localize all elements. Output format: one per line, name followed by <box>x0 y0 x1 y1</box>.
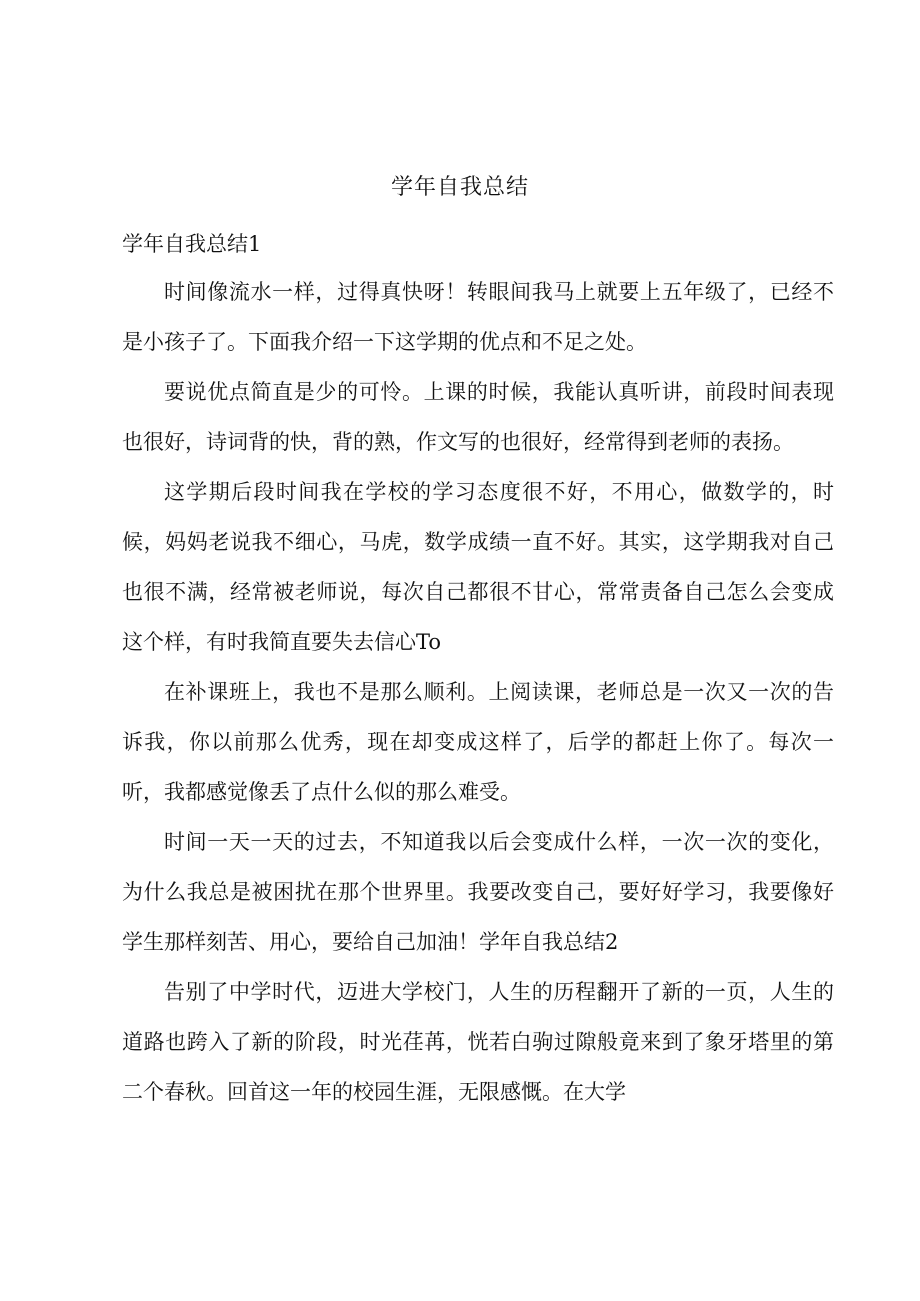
paragraph: 这学期后段时间我在学校的学习态度很不好，不用心，做数学的，时候，妈妈老说我不细心，马虎，数学成绩一直不好。其实，这学期我对自己也很不满，经常被老师说，每次自己都很不甘心，常常责备自己怎么会变成这个样，有时我简直要失去信心To <box>122 480 834 654</box>
paragraph: 时间像流水一样，过得真快呀！转眼间我马上就要上五年级了，已经不是小孩子了。下面我介绍一下这学期的优点和不足之处。 <box>122 280 834 354</box>
paragraph: 在补课班上，我也不是那么顺利。上阅读课，老师总是一次又一次的告诉我，你以前那么优秀，现在却变成这样了，后学的都赶上你了。每次一听，我都感觉像丢了点什么似的那么难受。 <box>122 680 834 804</box>
paragraph: 告别了中学时代，迈进大学校门，人生的历程翻开了新的一页，人生的道路也跨入了新的阶段，时光荏苒，恍若白驹过隙般竟来到了象牙塔里的第二个春秋。回首这一年的校园生涯，无限感慨。在大学 <box>122 980 834 1104</box>
section-heading: 学年自我总结1 <box>122 232 262 256</box>
document-title: 学年自我总结 <box>390 175 529 200</box>
document-body <box>122 267 834 1117</box>
paragraph: 要说优点简直是少的可怜。上课的时候，我能认真听讲，前段时间表现也很好，诗词背的快，背的熟，作文写的也很好，经常得到老师的表扬。 <box>122 380 834 454</box>
paragraph: 时间一天一天的过去，不知道我以后会变成什么样，一次一次的变化，为什么我总是被困扰在那个世界里。我要改变自己，要好好学习，我要像好学生那样刻苦、用心，要给自己加油！学年自我总结2 <box>122 830 834 954</box>
